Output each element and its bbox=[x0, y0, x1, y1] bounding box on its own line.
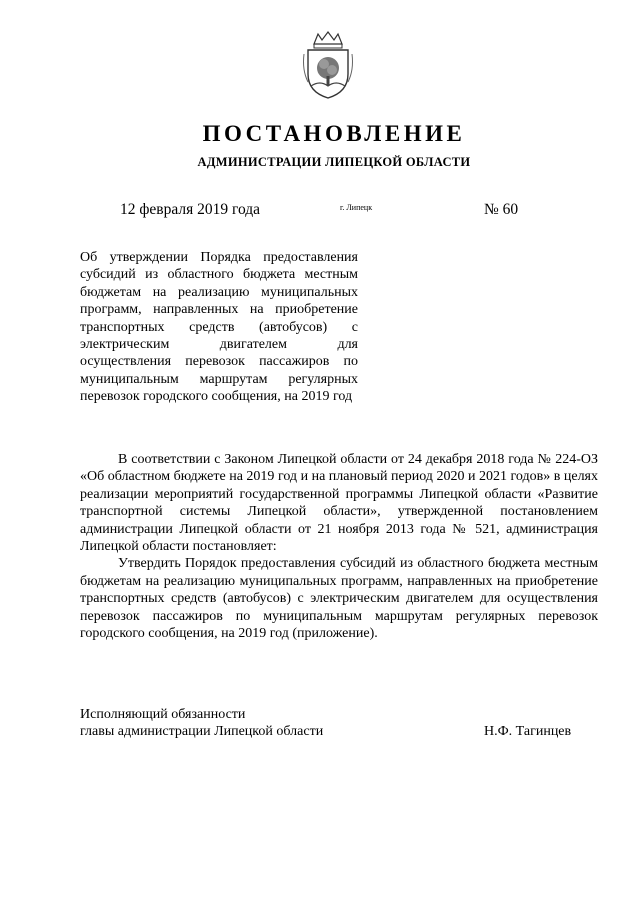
signatory-name: Н.Ф. Тагинцев bbox=[484, 724, 572, 739]
document-body bbox=[80, 451, 598, 642]
document-subtitle: АДМИНИСТРАЦИИ ЛИПЕЦКОЙ ОБЛАСТИ bbox=[197, 155, 471, 169]
document-date: 12 февраля 2019 года bbox=[120, 201, 261, 218]
coat-of-arms-icon bbox=[300, 30, 356, 100]
document-number: № 60 bbox=[484, 201, 519, 218]
document-title: ПОСТАНОВЛЕНИЕ bbox=[202, 121, 466, 146]
document-subject: Об утверждении Порядка предоставления субсидий из областного бюджета местным бюджетам на реализацию муниципальных программ, направленных на приобретение транспортных средств (автобусов) с электрическим двигателем для осуществления перевозок пассажиров по муниципальным маршрутам регулярных перевозок городского сообщения, на 2019 год bbox=[80, 250, 358, 405]
document-city: г. Липецк bbox=[340, 203, 373, 212]
body-paragraph: В соответствии с Законом Липецкой области от 24 декабря 2018 года № 224-ОЗ «Об областном бюджете на 2019 год и на плановый период 2020 и 2021 годов» в целях реализации мероприятий государственной программы Липецкой области «Развитие транспортной системы Липецкой области», утвержденной постановлением администрации Липецкой области от 21 ноября 2013 года № 521, администрация Липецкой области постановляет: bbox=[80, 452, 598, 555]
signatory-position bbox=[80, 706, 323, 741]
body-paragraph: Утвердить Порядок предоставления субсидий из областного бюджета местным бюджетам на реализацию муниципальных программ, направленных на приобретение транспортных средств (автобусов) с электрическим двигателем для осуществления перевозок пассажиров по муниципальным маршрутам регулярных перевозок городского сообщения, на 2019 год (приложение). bbox=[80, 556, 598, 642]
signatory-position-line: Исполняющий обязанности bbox=[80, 707, 246, 722]
signatory-position-line: главы администрации Липецкой области bbox=[80, 724, 324, 740]
